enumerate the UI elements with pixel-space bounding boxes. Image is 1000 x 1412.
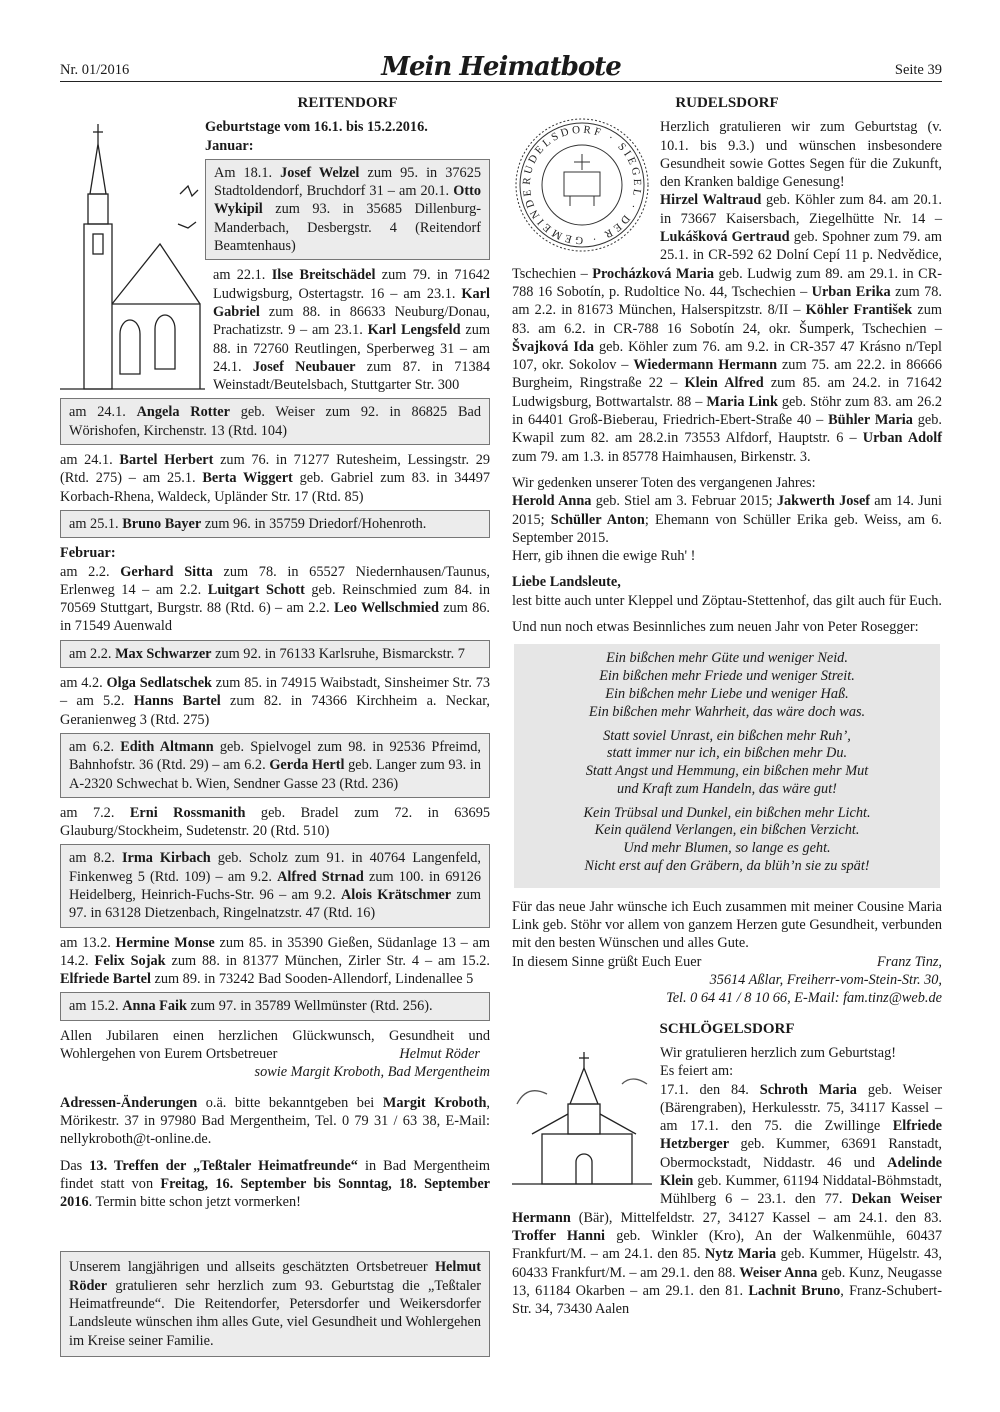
- person-name: Köhler František: [805, 302, 913, 319]
- text-run: am 6.2.: [69, 738, 121, 755]
- text-run: geb. Stiel am 3. Februar 2015;: [591, 493, 777, 510]
- text-run: am 13.2.: [60, 934, 116, 951]
- text-run: (Bär), Mittelfeldstr. 27, 34127 Kassel – am 24.1. den 83.: [570, 1209, 942, 1226]
- person-name: Jakwerth Josef: [776, 493, 871, 510]
- text-run: zum 95. in 37625 Stadtoldendorf, Bruchdorf 31 – am 20.1.: [214, 164, 481, 200]
- text-run: am 22.1.: [213, 267, 272, 284]
- text-run: zum 88. in 86633 Neuburg/Donau, Prachatizstr. 9 – am 23.1.: [213, 303, 490, 339]
- poem-line: Ein bißchen mehr Wahrheit, das wäre doch was.: [588, 703, 866, 720]
- text-run: geb. Kummer, 63691 Ranstadt, Obermockstadt, Niddastr. 46 und: [660, 1136, 942, 1171]
- poem-line: und Kraft zum Handeln, das wäre gut!: [617, 780, 837, 797]
- text-run: zum 86. in 71549 Auenwald: [60, 600, 491, 635]
- person-name: Nytz Maria: [704, 1246, 777, 1263]
- section-heading-schloegelsdorf: SCHLÖGELSDORF: [659, 1020, 795, 1037]
- poem-stanza: [520, 728, 934, 799]
- text-run: geb. Kummer, 61194 Niddatal-Böhmstadt, Mühlberg 6 – 23.1. den 77.: [660, 1173, 942, 1208]
- poem-stanza: [520, 805, 934, 876]
- text-run: zum 87. in 71384 Weinstadt/Beutelsbach, Stuttgarter Str. 300: [213, 358, 491, 394]
- church-illustration: [60, 104, 205, 394]
- signature-name: Franz Tinz,: [876, 953, 942, 970]
- text-run: geb. Reinschmied zum 84. in 70569 Stuttgart, Burgstr. 88 (Rtd. 6) – am 2.2.: [60, 581, 490, 617]
- person-name: Bruno Bayer: [122, 515, 202, 532]
- person-name: Lukášková Gertraud: [660, 229, 790, 246]
- text-run: geb. Langer zum 93. in A-2320 Schwechat b. Wien, Sendner Gasse 23 (Rtd. 236): [69, 757, 482, 792]
- section-heading-reitendorf: REITENDORF: [297, 95, 398, 111]
- text-run: zum 83. am 6.2. in CR-788 16 Sobotín 24, okr. Šumperk, Tschechien –: [512, 302, 942, 337]
- greeting-signature: Helmut Röder: [399, 1046, 480, 1063]
- text-run: , Franz-Schubert-Str. 34, 73430 Aalen: [512, 1282, 942, 1318]
- text-run: geb. Weiser zum 92. in 86825 Bad Wörishofen, Kirchenstr. 13 (Rtd. 104): [69, 404, 481, 439]
- person-name: Gerhard Sitta: [120, 563, 213, 580]
- highlight-box: [60, 992, 490, 1020]
- poem-line: Nicht erst auf den Gräbern, da blüh’n sie zu spät!: [584, 858, 870, 875]
- text-run: geb. Spohner zum 79. am 25.1. in CR-592 62 Dolní Cepí 11 p. Nedvědice, Tschechien –: [512, 229, 942, 282]
- poem-intro: Und nun noch etwas Besinnliches zum neuen Jahr von Peter Rosegger:: [512, 619, 919, 636]
- text-run: zum 96. in 35759 Driedorf/Hohenroth.: [201, 515, 427, 532]
- person-name: Erni Rossmanith: [129, 804, 246, 821]
- text-run: zum 79. in 71642 Ludwigsburg, Ostertagstr. 16 – am 23.1.: [213, 267, 490, 302]
- greeting-text: [60, 1027, 490, 1064]
- signature-address: 35614 Aßlar, Freiherr-vom-Stein-Str. 30,: [709, 972, 942, 989]
- chapel-illustration: [512, 1044, 652, 1194]
- text-run: am 24.1.: [60, 452, 120, 469]
- text-run: am 7.2.: [60, 804, 130, 821]
- person-name: Bühler Maria: [828, 412, 913, 429]
- person-name: Schroth Maria: [759, 1081, 857, 1098]
- text-run: zum 97. in 63128 Dietzenbach, Ringelnatzstr. 47 (Rtd. 16): [69, 886, 481, 922]
- birthday-period: Geburtstage vom 16.1. bis 15.2.2016.: [205, 119, 428, 136]
- person-name: Max Schwarzer: [115, 645, 212, 662]
- person-name: Karl Gabriel: [213, 285, 490, 320]
- person-name: Troffer Hanni: [512, 1227, 606, 1244]
- text-run: am 4.2.: [60, 675, 107, 692]
- text-run: zum 82. in 74366 Kirchheim a. Neckar, Geranienweg 3 (Rtd. 275): [60, 693, 490, 728]
- poem-line: statt immer nur ich, ein bißchen mehr Du.: [606, 745, 848, 762]
- section-heading-rudelsdorf: RUDELSDORF: [675, 95, 779, 111]
- text-run: geb. Bradel zum 72. in 63695 Glauburg/Stockheim, Sudetenstr. 20 (Rtd. 510): [60, 804, 490, 840]
- text-run: Am 18.1.: [214, 164, 281, 181]
- text-run: am 15.2.: [69, 998, 123, 1015]
- text-run: Herzlich gratulieren wir zum Geburtstag (v. 10.1. bis 9.3.) und wünschen insbesondere Gesundheit sowie Gottes Segen für die Zukunft, den Kranken baldige Genesung!: [660, 119, 942, 191]
- closing-line: [512, 953, 942, 971]
- paragraph: [205, 266, 490, 394]
- person-name: Karl Lengsfeld: [367, 322, 461, 339]
- memorial-list: [512, 492, 942, 547]
- signature-contact: Tel. 0 64 41 / 8 10 66, E-Mail: fam.tinz@web.de: [666, 990, 942, 1007]
- poem-stanza: [520, 650, 934, 721]
- poem-line: Ein bißchen mehr Güte und weniger Neid.: [606, 650, 848, 667]
- text-run: zum 79. am 1.3. in 85778 Haimhausen, Birkenstr. 3.: [512, 448, 811, 465]
- text-run: am 2.2.: [69, 645, 116, 662]
- text-run: geb. Spielvogel zum 98. in 92536 Pfreimd, Bahnhofstr. 36 (Rtd. 29) – am 6.2.: [69, 738, 482, 774]
- person-name: Berta Wiggert: [202, 470, 293, 487]
- month-heading: Januar:: [205, 137, 254, 154]
- person-name: Herold Anna: [512, 493, 592, 510]
- text-run: am 2.2.: [60, 563, 121, 580]
- page-header: [60, 52, 942, 82]
- person-name: Angela Rotter: [136, 404, 230, 421]
- issue-number: Nr. 01/2016: [60, 62, 130, 78]
- person-name: Freitag, 16. September bis Sonntag, 18. September 2016: [60, 1175, 491, 1211]
- text-run: geb. Ludwig zum 89. am 29.1. in CR-788 16 Sobotín, p. Rudoltice No. 44, Tschechien –: [512, 265, 942, 300]
- text-run: am 14. Juni 2015;: [512, 493, 942, 528]
- paragraph: [60, 451, 490, 506]
- poem-line: Statt Angst und Hemmung, ein bißchen mehr Mut: [585, 763, 869, 780]
- person-name: Anna Faik: [122, 998, 187, 1015]
- person-name: Alois Krätschmer: [340, 886, 452, 903]
- person-name: Hanns Bartel: [133, 693, 221, 710]
- schloegelsdorf-intro: Wir gratulieren herzlich zum Geburtstag!: [660, 1044, 897, 1061]
- person-name: Ilse Breitschädel: [271, 267, 376, 284]
- tribute-box: [60, 1251, 490, 1356]
- page-number: Seite 39: [894, 62, 942, 78]
- person-name: Wiedermann Hermann: [633, 357, 778, 374]
- text-run: am 24.1.: [69, 404, 137, 421]
- masthead-logo: Mein Heimatbote: [381, 52, 621, 82]
- text-run: zum 78. in 65527 Niedernhausen/Taunus, Erlenweg 14 – am 2.2.: [60, 563, 490, 598]
- person-name: Hermine Monse: [115, 934, 215, 951]
- paragraph: [60, 563, 490, 636]
- text-run: am 8.2.: [69, 850, 122, 867]
- person-name: Felix Sojak: [94, 952, 166, 969]
- poem-line: Und mehr Blumen, so lange es geht.: [623, 840, 831, 857]
- text-run: zum 76. in 71277 Rutesheim, Lessingstr. 29 (Rtd. 275) – am 25.1.: [60, 452, 491, 487]
- poem-line: Kein Trübsal und Dunkel, ein bißchen mehr Licht.: [583, 804, 871, 821]
- person-name: Weiser Anna: [739, 1264, 818, 1281]
- text-run: Das: [60, 1157, 90, 1174]
- person-name: Dekan Weiser Hermann: [512, 1191, 942, 1226]
- address-heading: Liebe Landsleute,: [512, 574, 621, 591]
- svg-text:RUDELSDORF · SIEGEL · DER · GE: RUDELSDORF · SIEGEL · DER · GEMEINDE: [520, 124, 644, 247]
- text-run: geb. Kummer, Hügelstr. 43, 60433 Frankfurt/M. – am 29.1. den 88.: [512, 1246, 942, 1281]
- text-run: zum 89. in 73242 Bad Sooden-Allendorf, Lindenallee 5: [150, 971, 474, 988]
- text-run: geb. Köhler zum 76. am 9.2. in CR-357 47 Krásno n/Tepl 107, okr. Sokolov –: [512, 338, 942, 374]
- text-run: geb. Köhler zum 84. am 20.1. in 73667 Kaisersbach, Ziegelhütte Nr. 14 –: [660, 192, 942, 227]
- month-heading: Februar:: [60, 545, 116, 562]
- text-run: zum 85. am 24.2. in 71642 Ludwigsburg, Bottwartalstr. 88 –: [512, 375, 942, 410]
- person-name: Urban Erika: [811, 283, 891, 300]
- municipal-seal: [512, 114, 652, 256]
- person-name: Adelinde Klein: [660, 1154, 942, 1190]
- person-name: Adressen-Änderungen: [60, 1094, 198, 1111]
- person-name: Josef Neubauer: [252, 358, 356, 375]
- text-run: zum 88. in 72760 Reutlingen, Sperberweg 31 – am 24.1.: [213, 322, 490, 375]
- person-name: Luitgart Schott: [207, 581, 305, 598]
- text-run: zum 92. in 76133 Karlsruhe, Bismarckstr. 7: [211, 645, 465, 662]
- text-run: zum 78. am 2.2. in 81673 München, Halserspitzstr. 8/II –: [512, 283, 942, 319]
- person-name: Otto Wykipil: [214, 183, 481, 218]
- person-name: Margit Kroboth: [382, 1094, 487, 1111]
- closing-text: In diesem Sinne grüßt Euch Euer: [512, 953, 702, 970]
- poem-line: Ein bißchen mehr Liebe und weniger Haß.: [605, 685, 849, 702]
- text-run: . Termin bitte schon jetzt vormerken!: [88, 1194, 301, 1211]
- highlight-box: [205, 159, 490, 260]
- text-run: zum 85. in 74915 Waibstadt, Sinsheimer Str. 73 – am 5.2.: [60, 675, 490, 710]
- text-run: geb. Winkler (Kro), An der Walkenmühle, 60437 Frankfurt/M. – am 24.1. den 85.: [512, 1227, 942, 1263]
- text-run: geb. Stöhr zum 83. am 26.2 in 64401 Groß-Bieberau, Friedrich-Ebert-Straße 40 –: [512, 393, 942, 429]
- text-run: zum 100. in 69126 Heidelberg, Heinrich-Fuchs-Str. 96 – am 9.2.: [69, 868, 481, 903]
- person-name: Josef Welzel: [280, 164, 360, 181]
- text-run: gratulieren sehr herzlich zum 93. Geburtstag die „Teßtaler Heimatfreunde“. Die Reitendorfer, Petersdorfer und Weikersdorfer Landsleute wünschen ihm alles Gute, viel Gesundheit und Wohlergehen im Kreise seiner Familie.: [69, 1277, 481, 1349]
- right-column: [512, 94, 942, 1318]
- person-name: 13. Treffen der „Teßtaler Heimatfreunde“: [89, 1157, 358, 1174]
- left-column: [60, 94, 490, 1363]
- text-run: geb. Scholz zum 91. in 40764 Langenfeld, Finkenweg 5 (Rtd. 109) – am 9.2.: [69, 850, 481, 885]
- person-name: Elfriede Hetzberger: [660, 1118, 942, 1153]
- text-run: geb. Kwapil zum 82. am 28.2.in 73553 Alfdorf, Hauptstr. 6 –: [512, 412, 942, 447]
- person-name: Lachnit Bruno: [748, 1282, 841, 1299]
- text-run: zum 85. in 35390 Gießen, Südanlage 13 – am 14.2.: [60, 934, 491, 969]
- paragraph: [60, 804, 490, 841]
- text-run: in Bad Mergentheim findet statt von: [60, 1157, 490, 1192]
- greeting-signature-2: sowie Margit Kroboth, Bad Mergentheim: [254, 1064, 490, 1081]
- text-run: zum 93. in 35685 Dillenburg-Manderbach, Desbergstr. 4 (Reitendorf Beamtenhaus): [214, 201, 481, 255]
- person-name: Olga Sedlatschek: [106, 675, 212, 692]
- paragraph: [60, 934, 490, 989]
- person-name: Elfriede Bartel: [60, 971, 151, 988]
- highlight-box: [60, 398, 490, 445]
- text-run: zum 88. in 81377 München, Zirler Str. 4 – am 15.2.: [165, 952, 490, 969]
- text-run: geb. Kunz, Neugasse 13, 61184 Okarben – am 29.1. den 81.: [512, 1264, 942, 1299]
- text-run: o.ä. bitte bekanntgeben bei: [197, 1094, 383, 1111]
- person-name: Urban Adolf: [862, 430, 942, 447]
- person-name: Gerda Hertl: [269, 757, 345, 774]
- text-run: zum 75. am 22.2. in 86666 Burgheim, Ringstraße 22 –: [512, 357, 942, 392]
- poem-line: Kein quälend Verlangen, ein bißchen Verzicht.: [594, 822, 860, 839]
- address-changes: [60, 1094, 490, 1149]
- highlight-box: [60, 640, 490, 668]
- highlight-box: [60, 844, 490, 927]
- person-name: Irma Kirbach: [121, 850, 211, 867]
- poem-line: Ein bißchen mehr Friede und weniger Streit.: [599, 668, 855, 685]
- person-name: Švajková Ida: [512, 338, 595, 355]
- paragraph: [60, 674, 490, 729]
- person-name: Edith Altmann: [120, 738, 214, 755]
- person-name: Maria Link: [706, 393, 778, 410]
- highlight-box: [60, 510, 490, 538]
- greeting-body: Allen Jubilaren einen herzlichen Glückwunsch, Gesundheit und Wohlergehen von Eurem Ortsbetreuer: [60, 1027, 490, 1063]
- text-run: am 25.1.: [69, 515, 123, 532]
- text-run: ; Ehemann von Schüller Erika geb. Weiss, am 6. September 2015.: [512, 511, 943, 546]
- text-run: , Mörikestr. 37 in 97980 Bad Mergentheim, Tel. 0 79 31 / 63 38, E-Mail: nellykroboth@t-online.de.: [60, 1094, 490, 1148]
- person-name: Hirzel Waltraud: [660, 192, 762, 209]
- poem-line: Statt soviel Unrast, ein bißchen mehr Ruh’,: [603, 727, 851, 744]
- new-year-wishes: Für das neue Jahr wünsche ich Euch zusammen mit meiner Cousine Maria Link geb. Stöhr vor allem von ganzem Herzen gute Gesundheit, verbunden mit den besten Wünschen und alles Gute.: [512, 898, 942, 952]
- memorial-intro: Wir gedenken unserer Toten des vergangenen Jahres:: [512, 474, 816, 491]
- person-name: Schüller Anton: [550, 511, 645, 528]
- memorial-prayer: Herr, gib ihnen die ewige Ruh' !: [512, 548, 696, 565]
- person-name: Leo Wellschmied: [333, 600, 439, 617]
- person-name: Alfred Strnad: [277, 868, 364, 885]
- person-name: Helmut Röder: [69, 1259, 481, 1294]
- text-run: geb. Weiser (Bärengraben), Herkulesstr. 75, 34117 Kassel – am 17.1. den 75. die Zwillinge: [660, 1081, 942, 1135]
- meeting-announcement: [60, 1157, 490, 1212]
- text-run: geb. Gabriel zum 83. in 34497 Korbach-Rhena, Waldeck, Upländer Str. 17 (Rtd. 85): [60, 470, 490, 505]
- schloegelsdorf-intro-2: Es feiert am:: [660, 1063, 734, 1080]
- person-name: Klein Alfred: [684, 375, 764, 392]
- person-name: Procházková Maria: [592, 265, 714, 282]
- text-run: Unserem langjährigen und allseits geschätzten Ortsbetreuer: [69, 1259, 435, 1276]
- poem-box: [514, 644, 940, 888]
- text-run: 17.1. den 84.: [660, 1081, 760, 1098]
- person-name: Bartel Herbert: [119, 452, 214, 469]
- highlight-box: [60, 733, 490, 798]
- address-text: lest bitte auch unter Kleppel und Zöptau-Stettenhof, das gilt auch für Euch.: [512, 592, 942, 609]
- text-run: zum 97. in 35789 Wellmünster (Rtd. 256).: [186, 998, 433, 1015]
